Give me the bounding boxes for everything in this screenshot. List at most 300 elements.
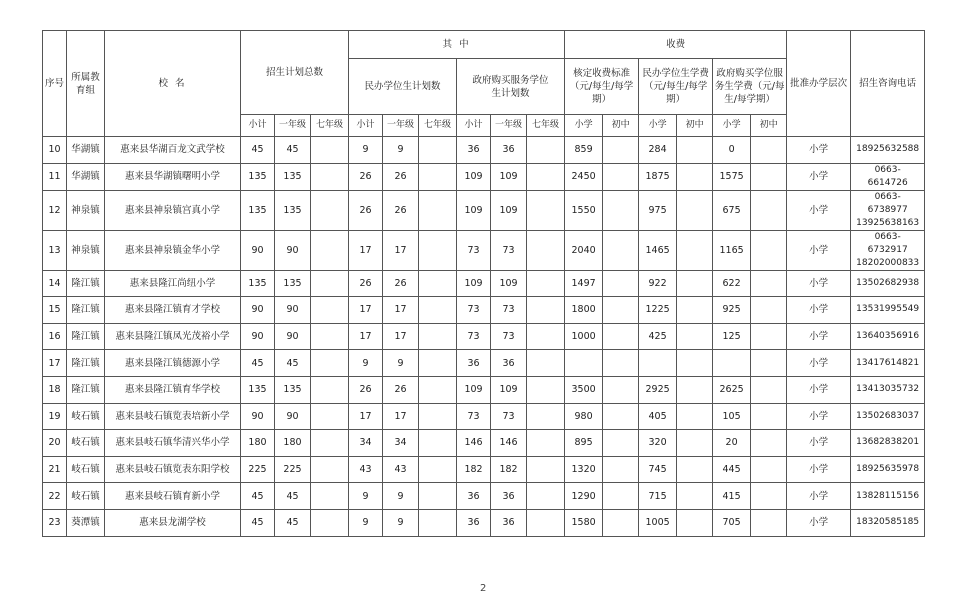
cell-phone: 13502683037	[851, 403, 925, 430]
cell-level: 小学	[787, 297, 851, 324]
cell-pf-p: 745	[639, 456, 677, 483]
cell-gf-p: 675	[713, 190, 751, 230]
table-row	[43, 230, 925, 270]
cell-t-g1: 135	[275, 163, 311, 190]
cell-t-g7	[311, 456, 349, 483]
cell-pf-p: 1225	[639, 297, 677, 324]
cell-g-g1: 73	[491, 297, 527, 324]
cell-g-g7	[527, 456, 565, 483]
table-row	[43, 190, 925, 230]
cell-t-g7	[311, 483, 349, 510]
cell-t-g1: 45	[275, 483, 311, 510]
cell-phone: 18925632588	[851, 137, 925, 164]
cell-gf-p: 622	[713, 270, 751, 297]
cell-total: 90	[241, 403, 275, 430]
cell-g-g1: 109	[491, 376, 527, 403]
cell-gf-j	[751, 323, 787, 350]
cell-std-j	[603, 230, 639, 270]
cell-gf-p: 2625	[713, 376, 751, 403]
cell-g-sub: 73	[457, 403, 491, 430]
cell-seq: 20	[43, 430, 67, 457]
cell-std-p: 1550	[565, 190, 603, 230]
cell-t-g1: 90	[275, 403, 311, 430]
cell-pf-j	[677, 137, 713, 164]
cell-total: 135	[241, 270, 275, 297]
cell-pf-j	[677, 297, 713, 324]
cell-seq: 15	[43, 297, 67, 324]
cell-group: 神泉镇	[67, 190, 105, 230]
cell-g-g7	[527, 376, 565, 403]
cell-t-g1: 135	[275, 376, 311, 403]
cell-seq: 12	[43, 190, 67, 230]
cell-seq: 10	[43, 137, 67, 164]
cell-g-g1: 36	[491, 509, 527, 536]
table-row	[43, 323, 925, 350]
cell-gf-p: 445	[713, 456, 751, 483]
cell-g-sub: 109	[457, 376, 491, 403]
cell-std-p: 2040	[565, 230, 603, 270]
cell-p-g1: 9	[383, 509, 419, 536]
cell-pf-p: 425	[639, 323, 677, 350]
cell-group: 隆江镇	[67, 270, 105, 297]
cell-g-g7	[527, 323, 565, 350]
cell-g-g7	[527, 163, 565, 190]
cell-p-g7	[419, 403, 457, 430]
cell-school: 惠来县岐石镇览表东阳学校	[105, 456, 241, 483]
cell-std-p: 1000	[565, 323, 603, 350]
cell-seq: 21	[43, 456, 67, 483]
cell-t-g7	[311, 230, 349, 270]
header-fees: 收费	[565, 31, 787, 59]
table-row	[43, 350, 925, 377]
table-row	[43, 297, 925, 324]
cell-g-g7	[527, 350, 565, 377]
cell-std-j	[603, 190, 639, 230]
cell-pf-j	[677, 483, 713, 510]
cell-seq: 17	[43, 350, 67, 377]
cell-school: 惠来县隆江尚纽小学	[105, 270, 241, 297]
cell-total: 135	[241, 163, 275, 190]
cell-std-p	[565, 350, 603, 377]
cell-gf-p: 105	[713, 403, 751, 430]
cell-t-g7	[311, 297, 349, 324]
cell-phone: 13502682938	[851, 270, 925, 297]
cell-pf-p: 320	[639, 430, 677, 457]
cell-t-g7	[311, 430, 349, 457]
cell-phone: 18925635978	[851, 456, 925, 483]
cell-std-p: 1290	[565, 483, 603, 510]
cell-t-g1: 135	[275, 270, 311, 297]
cell-t-g7	[311, 163, 349, 190]
table-row	[43, 137, 925, 164]
cell-gf-p: 415	[713, 483, 751, 510]
cell-p-g7	[419, 376, 457, 403]
cell-total: 90	[241, 230, 275, 270]
cell-total: 45	[241, 137, 275, 164]
cell-total: 180	[241, 430, 275, 457]
cell-pf-p: 1875	[639, 163, 677, 190]
header-grade1: 一年级	[491, 115, 527, 137]
header-primary: 小学	[565, 115, 603, 137]
header-gov-plan: 政府购买服务学位生计划数	[457, 59, 565, 115]
cell-g-g7	[527, 137, 565, 164]
cell-g-g1: 36	[491, 483, 527, 510]
cell-seq: 16	[43, 323, 67, 350]
header-private-plan: 民办学位生计划数	[349, 59, 457, 115]
cell-g-g1: 109	[491, 190, 527, 230]
cell-school: 惠来县岐石镇览表培新小学	[105, 403, 241, 430]
cell-level: 小学	[787, 376, 851, 403]
cell-p-sub: 9	[349, 350, 383, 377]
cell-gf-j	[751, 163, 787, 190]
cell-p-g1: 9	[383, 350, 419, 377]
cell-p-g1: 17	[383, 403, 419, 430]
cell-total: 45	[241, 509, 275, 536]
cell-g-g7	[527, 230, 565, 270]
cell-t-g7	[311, 403, 349, 430]
cell-p-g1: 26	[383, 376, 419, 403]
cell-total: 45	[241, 483, 275, 510]
cell-std-j	[603, 297, 639, 324]
table-row	[43, 483, 925, 510]
cell-p-g1: 9	[383, 137, 419, 164]
cell-p-g7	[419, 323, 457, 350]
cell-pf-p: 2925	[639, 376, 677, 403]
cell-group: 岐石镇	[67, 430, 105, 457]
header-grade7: 七年级	[419, 115, 457, 137]
cell-p-sub: 26	[349, 376, 383, 403]
cell-p-sub: 9	[349, 483, 383, 510]
cell-phone: 13640356916	[851, 323, 925, 350]
cell-t-g7	[311, 190, 349, 230]
cell-total: 135	[241, 376, 275, 403]
cell-t-g1: 45	[275, 509, 311, 536]
cell-g-sub: 109	[457, 190, 491, 230]
cell-gf-p: 1575	[713, 163, 751, 190]
cell-g-g1: 36	[491, 137, 527, 164]
cell-g-g7	[527, 430, 565, 457]
cell-gf-j	[751, 403, 787, 430]
cell-school: 惠来县隆江镇凤光茂裕小学	[105, 323, 241, 350]
cell-gf-p	[713, 350, 751, 377]
header-junior: 初中	[677, 115, 713, 137]
cell-gf-j	[751, 376, 787, 403]
cell-p-g7	[419, 297, 457, 324]
cell-p-sub: 43	[349, 456, 383, 483]
header-primary: 小学	[713, 115, 751, 137]
cell-level: 小学	[787, 163, 851, 190]
cell-p-g1: 9	[383, 483, 419, 510]
cell-g-sub: 73	[457, 323, 491, 350]
cell-p-sub: 17	[349, 297, 383, 324]
cell-level: 小学	[787, 403, 851, 430]
cell-gf-j	[751, 230, 787, 270]
cell-t-g1: 180	[275, 430, 311, 457]
cell-g-g1: 146	[491, 430, 527, 457]
cell-group: 华湖镇	[67, 137, 105, 164]
cell-t-g1: 90	[275, 230, 311, 270]
header-total-plan: 招生计划总数	[241, 31, 349, 115]
cell-pf-j	[677, 270, 713, 297]
cell-phone: 13682838201	[851, 430, 925, 457]
cell-g-g7	[527, 403, 565, 430]
cell-school: 惠来县隆江镇育华学校	[105, 376, 241, 403]
cell-p-g1: 17	[383, 323, 419, 350]
cell-gf-j	[751, 509, 787, 536]
cell-group: 隆江镇	[67, 297, 105, 324]
cell-g-sub: 109	[457, 270, 491, 297]
cell-p-sub: 9	[349, 137, 383, 164]
cell-school: 惠来县岐石镇育新小学	[105, 483, 241, 510]
cell-std-p: 1320	[565, 456, 603, 483]
cell-school: 惠来县隆江镇德源小学	[105, 350, 241, 377]
cell-level: 小学	[787, 323, 851, 350]
table-row	[43, 403, 925, 430]
cell-p-g7	[419, 483, 457, 510]
cell-g-sub: 36	[457, 137, 491, 164]
cell-g-g1: 73	[491, 230, 527, 270]
cell-g-g7	[527, 297, 565, 324]
cell-std-j	[603, 509, 639, 536]
cell-gf-j	[751, 350, 787, 377]
cell-std-j	[603, 137, 639, 164]
cell-std-j	[603, 376, 639, 403]
cell-g-g1: 109	[491, 270, 527, 297]
cell-group: 隆江镇	[67, 323, 105, 350]
header-school: 校 名	[105, 31, 241, 137]
cell-group: 岐石镇	[67, 483, 105, 510]
cell-t-g1: 135	[275, 190, 311, 230]
cell-p-sub: 17	[349, 230, 383, 270]
cell-school: 惠来县华湖镇曙明小学	[105, 163, 241, 190]
header-grade7: 七年级	[311, 115, 349, 137]
cell-gf-p: 925	[713, 297, 751, 324]
enrollment-table	[42, 30, 925, 537]
table-header	[43, 31, 925, 137]
cell-gf-j	[751, 430, 787, 457]
cell-g-g1: 182	[491, 456, 527, 483]
cell-p-g1: 26	[383, 270, 419, 297]
cell-p-sub: 26	[349, 190, 383, 230]
cell-g-g7	[527, 509, 565, 536]
cell-t-g1: 90	[275, 297, 311, 324]
cell-g-sub: 36	[457, 350, 491, 377]
cell-t-g7	[311, 376, 349, 403]
cell-std-j	[603, 483, 639, 510]
cell-school: 惠来县神泉镇宫真小学	[105, 190, 241, 230]
cell-t-g1: 90	[275, 323, 311, 350]
cell-pf-p: 405	[639, 403, 677, 430]
cell-std-p: 1580	[565, 509, 603, 536]
cell-total: 90	[241, 323, 275, 350]
cell-g-g1: 36	[491, 350, 527, 377]
cell-std-p: 895	[565, 430, 603, 457]
cell-seq: 11	[43, 163, 67, 190]
table-row	[43, 430, 925, 457]
cell-seq: 23	[43, 509, 67, 536]
cell-pf-j	[677, 163, 713, 190]
cell-school: 惠来县华湖百龙文武学校	[105, 137, 241, 164]
cell-t-g7	[311, 323, 349, 350]
cell-gf-j	[751, 190, 787, 230]
cell-p-g7	[419, 163, 457, 190]
cell-std-p: 2450	[565, 163, 603, 190]
cell-g-g1: 109	[491, 163, 527, 190]
cell-level: 小学	[787, 456, 851, 483]
page-number: 2	[480, 583, 487, 594]
cell-school: 惠来县神泉镇金华小学	[105, 230, 241, 270]
cell-phone: 0663-6732917 18202000833	[851, 230, 925, 270]
cell-phone: 0663-6614726	[851, 163, 925, 190]
header-grade1: 一年级	[383, 115, 419, 137]
cell-t-g1: 45	[275, 137, 311, 164]
cell-pf-p: 715	[639, 483, 677, 510]
table-row	[43, 509, 925, 536]
cell-g-sub: 36	[457, 483, 491, 510]
cell-total: 90	[241, 297, 275, 324]
cell-pf-j	[677, 230, 713, 270]
cell-group: 岐石镇	[67, 403, 105, 430]
cell-g-sub: 73	[457, 297, 491, 324]
cell-level: 小学	[787, 137, 851, 164]
cell-pf-p: 975	[639, 190, 677, 230]
header-junior: 初中	[603, 115, 639, 137]
cell-seq: 22	[43, 483, 67, 510]
cell-std-j	[603, 270, 639, 297]
cell-group: 岐石镇	[67, 456, 105, 483]
cell-gf-j	[751, 137, 787, 164]
cell-std-p: 1497	[565, 270, 603, 297]
cell-std-j	[603, 456, 639, 483]
cell-g-sub: 182	[457, 456, 491, 483]
cell-p-g1: 26	[383, 190, 419, 230]
cell-seq: 19	[43, 403, 67, 430]
cell-p-sub: 26	[349, 270, 383, 297]
cell-p-g7	[419, 430, 457, 457]
cell-group: 隆江镇	[67, 376, 105, 403]
cell-level: 小学	[787, 350, 851, 377]
cell-p-g1: 26	[383, 163, 419, 190]
cell-level: 小学	[787, 483, 851, 510]
cell-gf-p: 125	[713, 323, 751, 350]
cell-gf-j	[751, 297, 787, 324]
cell-p-g7	[419, 230, 457, 270]
cell-std-j	[603, 403, 639, 430]
cell-level: 小学	[787, 509, 851, 536]
table-row	[43, 376, 925, 403]
cell-std-j	[603, 430, 639, 457]
cell-t-g7	[311, 270, 349, 297]
cell-total: 225	[241, 456, 275, 483]
cell-g-g7	[527, 483, 565, 510]
cell-std-j	[603, 323, 639, 350]
cell-pf-j	[677, 430, 713, 457]
cell-gf-p: 20	[713, 430, 751, 457]
cell-phone: 13828115156	[851, 483, 925, 510]
cell-seq: 14	[43, 270, 67, 297]
cell-p-sub: 26	[349, 163, 383, 190]
cell-phone: 18320585185	[851, 509, 925, 536]
cell-g-g1: 73	[491, 403, 527, 430]
cell-pf-j	[677, 376, 713, 403]
cell-g-sub: 36	[457, 509, 491, 536]
cell-group: 隆江镇	[67, 350, 105, 377]
cell-t-g7	[311, 509, 349, 536]
cell-seq: 13	[43, 230, 67, 270]
table-body	[43, 137, 925, 537]
cell-p-g7	[419, 190, 457, 230]
cell-p-g7	[419, 137, 457, 164]
cell-g-sub: 73	[457, 230, 491, 270]
cell-t-g1: 225	[275, 456, 311, 483]
cell-gf-p: 1165	[713, 230, 751, 270]
header-private-fee: 民办学位生学费（元/每生/每学期）	[639, 59, 713, 115]
cell-p-g7	[419, 350, 457, 377]
cell-gf-j	[751, 456, 787, 483]
cell-p-sub: 34	[349, 430, 383, 457]
cell-g-g1: 73	[491, 323, 527, 350]
cell-pf-p: 1465	[639, 230, 677, 270]
cell-level: 小学	[787, 190, 851, 230]
table-row	[43, 456, 925, 483]
cell-p-g7	[419, 270, 457, 297]
cell-phone: 13413035732	[851, 376, 925, 403]
cell-t-g7	[311, 137, 349, 164]
cell-p-g1: 34	[383, 430, 419, 457]
cell-std-p: 1800	[565, 297, 603, 324]
header-subtotal: 小计	[457, 115, 491, 137]
cell-gf-p: 0	[713, 137, 751, 164]
header-gov-fee: 政府购买学位服务生学费（元/每生/每学期）	[713, 59, 787, 115]
cell-seq: 18	[43, 376, 67, 403]
header-standard-fee: 核定收费标准（元/每生/每学期）	[565, 59, 639, 115]
cell-p-sub: 17	[349, 403, 383, 430]
cell-pf-p: 922	[639, 270, 677, 297]
cell-pf-j	[677, 403, 713, 430]
cell-school: 惠来县隆江镇育才学校	[105, 297, 241, 324]
cell-pf-j	[677, 323, 713, 350]
cell-p-g1: 17	[383, 230, 419, 270]
cell-level: 小学	[787, 430, 851, 457]
cell-phone: 13417614821	[851, 350, 925, 377]
cell-std-p: 3500	[565, 376, 603, 403]
header-subtotal: 小计	[349, 115, 383, 137]
cell-std-p: 859	[565, 137, 603, 164]
cell-school: 惠来县岐石镇华清兴华小学	[105, 430, 241, 457]
cell-t-g7	[311, 350, 349, 377]
cell-p-g1: 43	[383, 456, 419, 483]
header-phone: 招生咨询电话	[851, 31, 925, 137]
header-junior: 初中	[751, 115, 787, 137]
header-seq: 序号	[43, 31, 67, 137]
cell-p-g7	[419, 456, 457, 483]
cell-school: 惠来县龙湖学校	[105, 509, 241, 536]
cell-pf-p: 284	[639, 137, 677, 164]
cell-p-g1: 17	[383, 297, 419, 324]
cell-group: 葵潭镇	[67, 509, 105, 536]
cell-group: 华湖镇	[67, 163, 105, 190]
cell-pf-j	[677, 350, 713, 377]
cell-gf-p: 705	[713, 509, 751, 536]
cell-pf-j	[677, 509, 713, 536]
cell-t-g1: 45	[275, 350, 311, 377]
header-grade7: 七年级	[527, 115, 565, 137]
cell-pf-j	[677, 190, 713, 230]
header-primary: 小学	[639, 115, 677, 137]
cell-phone: 0663-6738977 13925638163	[851, 190, 925, 230]
table-row	[43, 270, 925, 297]
cell-std-j	[603, 163, 639, 190]
